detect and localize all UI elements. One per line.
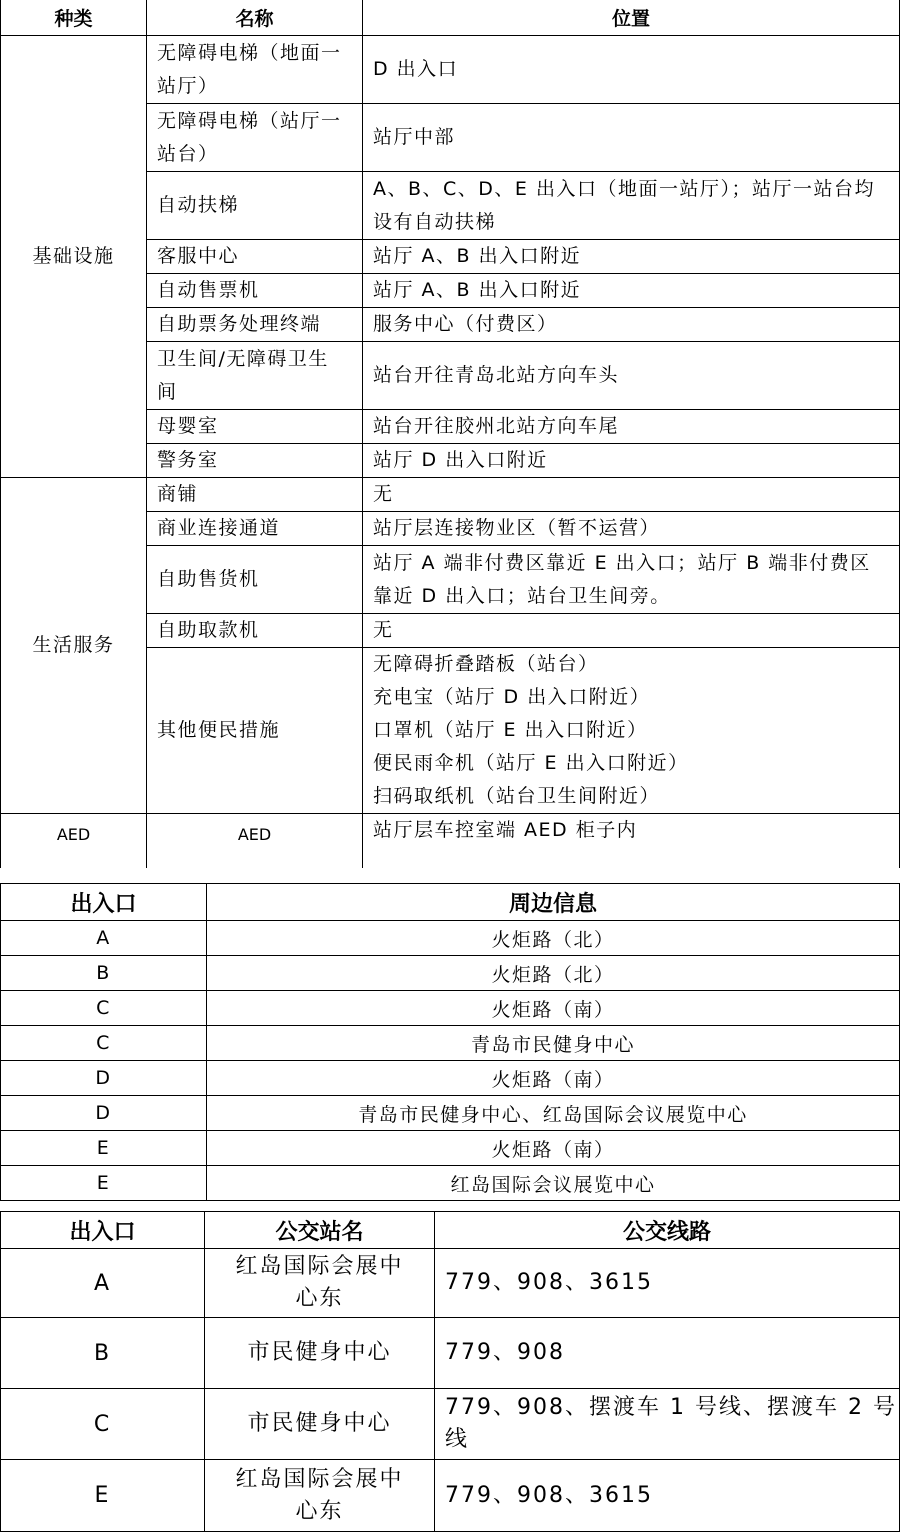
bus-station-line: 红岛国际会展中	[235, 1466, 404, 1492]
facility-name	[147, 308, 363, 342]
surroundings-cell: 火炬路（南）	[207, 1131, 900, 1166]
header-surroundings: 周边信息	[207, 884, 900, 921]
header-exit: 出入口	[1, 884, 207, 921]
bus-lines-line: 779、908、摆渡车 1 号线、摆渡车 2 号	[445, 1395, 897, 1420]
surroundings-row	[1, 1061, 900, 1096]
facility-position	[363, 648, 900, 814]
facility-name-line: 客服中心	[157, 245, 240, 267]
category-life: 生活服务	[1, 478, 147, 814]
bus-row	[1, 1249, 900, 1318]
facility-position-line: 无障碍折叠踏板（站台）	[373, 653, 599, 675]
bus-lines-cell	[435, 1249, 900, 1318]
facility-position	[363, 342, 900, 410]
facility-position-line: 服务中心（付费区）	[373, 313, 558, 335]
facility-name-line: 自助售货机	[157, 568, 260, 590]
surroundings-cell: 火炬路（北）	[207, 956, 900, 991]
exit-cell: C	[1, 991, 207, 1026]
facility-position-line: 设有自动扶梯	[373, 210, 497, 233]
facility-name-line: 无障碍电梯（地面一	[157, 41, 342, 64]
surroundings-header-row	[1, 884, 900, 921]
bus-exit-cell: E	[1, 1460, 205, 1532]
bus-row	[1, 1389, 900, 1460]
bus-station-cell	[205, 1249, 435, 1318]
facility-name-line: 自助票务处理终端	[157, 313, 322, 335]
exit-cell: B	[1, 956, 207, 991]
header-category: 种类	[1, 0, 147, 36]
facility-name-line: 自动售票机	[157, 279, 260, 301]
header-name: 名称	[147, 0, 363, 36]
facility-position-line: 站台开往青岛北站方向车头	[373, 364, 620, 386]
bus-lines-cell	[435, 1460, 900, 1532]
bus-station-cell	[205, 1460, 435, 1532]
bus-station-line: 心东	[295, 1286, 344, 1311]
facility-position	[363, 512, 900, 546]
facility-position-line: 口罩机（站厅 E 出入口附近）	[373, 719, 648, 741]
surroundings-cell: 红岛国际会议展览中心	[207, 1166, 900, 1201]
header-bus-exit: 出入口	[1, 1212, 205, 1249]
facility-name	[147, 104, 363, 172]
surroundings-table	[0, 883, 900, 1201]
facility-position-line: 无	[373, 619, 394, 641]
exit-cell: E	[1, 1166, 207, 1201]
bus-lines-line: 线	[445, 1427, 470, 1452]
exit-cell: A	[1, 921, 207, 956]
bus-station-line: 市民健身中心	[247, 1411, 392, 1436]
bus-header-row	[1, 1212, 900, 1249]
facility-name-line: 自助取款机	[157, 619, 260, 641]
facility-position-line: 便民雨伞机（站厅 E 出入口附近）	[373, 752, 689, 774]
facility-name	[147, 240, 363, 274]
facility-position	[363, 36, 900, 104]
facility-position	[363, 240, 900, 274]
bus-station-cell	[205, 1318, 435, 1389]
facility-name-line: 商铺	[157, 483, 199, 505]
bus-exit-cell: C	[1, 1389, 205, 1460]
category-basic: 基础设施	[1, 36, 147, 478]
surroundings-row	[1, 956, 900, 991]
facility-name	[147, 36, 363, 104]
facility-name	[147, 648, 363, 814]
surroundings-row	[1, 991, 900, 1026]
aed-name: AED	[147, 814, 363, 868]
facility-position	[363, 444, 900, 478]
surroundings-row	[1, 1096, 900, 1131]
bus-exit-cell: A	[1, 1249, 205, 1318]
facility-position	[363, 546, 900, 614]
facility-position	[363, 274, 900, 308]
exit-cell: E	[1, 1131, 207, 1166]
facility-name	[147, 512, 363, 546]
header-position: 位置	[363, 0, 900, 36]
facility-name	[147, 546, 363, 614]
facility-name-line: 无障碍电梯（站厅一	[157, 109, 342, 132]
bus-station-line: 心东	[295, 1498, 344, 1524]
aed-position: 站厅层车控室端 AED 柜子内	[363, 814, 900, 868]
exit-cell: D	[1, 1061, 207, 1096]
surroundings-cell: 火炬路（南）	[207, 1061, 900, 1096]
facility-name-line: 母婴室	[157, 415, 219, 437]
bus-row	[1, 1318, 900, 1389]
facility-name	[147, 444, 363, 478]
facility-name-line: 站厅）	[157, 74, 219, 97]
bus-station-line: 红岛国际会展中	[235, 1254, 404, 1279]
facility-name	[147, 342, 363, 410]
facility-position-line: A、B、C、D、E 出入口（地面一站厅）；站厅一站台均	[373, 177, 875, 200]
facility-position-line: 充电宝（站厅 D 出入口附近）	[373, 686, 651, 708]
bus-lines-cell	[435, 1389, 900, 1460]
facility-name-line: 商业连接通道	[157, 517, 281, 539]
bus-exit-cell: B	[1, 1318, 205, 1389]
facility-position	[363, 308, 900, 342]
surroundings-cell: 火炬路（南）	[207, 991, 900, 1026]
facility-position-line: 站厅 A 端非付费区靠近 E 出入口；站厅 B 端非付费区	[373, 551, 871, 574]
facility-position-line: 靠近 D 出入口；站台卫生间旁。	[373, 584, 671, 607]
surroundings-cell: 青岛市民健身中心	[207, 1026, 900, 1061]
facility-name	[147, 274, 363, 308]
facility-position	[363, 614, 900, 648]
facility-name-line: 间	[157, 380, 178, 403]
facility-name-line: 站台）	[157, 142, 219, 165]
facility-name	[147, 478, 363, 512]
facility-position-line: 站厅 D 出入口附近	[373, 449, 548, 471]
surroundings-cell: 火炬路（北）	[207, 921, 900, 956]
bus-lines-line: 779、908、3615	[445, 1270, 653, 1295]
facility-name-line: 卫生间/无障碍卫生	[157, 347, 329, 370]
facilities-header-row	[1, 0, 900, 36]
facilities-body	[1, 36, 900, 868]
exit-cell: C	[1, 1026, 207, 1061]
facility-name	[147, 410, 363, 444]
aed-category: AED	[1, 814, 147, 868]
bus-table	[0, 1211, 900, 1532]
header-bus-lines: 公交线路	[435, 1212, 900, 1249]
facility-name-line: 其他便民措施	[157, 719, 281, 741]
bus-lines-line: 779、908、3615	[445, 1482, 653, 1508]
surroundings-body	[1, 921, 900, 1201]
facility-position-line: 站厅中部	[373, 126, 456, 148]
surroundings-row	[1, 1166, 900, 1201]
facility-position-line: 站台开往胶州北站方向车尾	[373, 415, 620, 437]
facility-position-line: D 出入口	[373, 58, 459, 80]
facility-position-line: 无	[373, 483, 394, 505]
surroundings-cell: 青岛市民健身中心、红岛国际会议展览中心	[207, 1096, 900, 1131]
facility-position	[363, 172, 900, 240]
facility-name	[147, 172, 363, 240]
bus-lines-line: 779、908	[445, 1340, 565, 1365]
bus-row	[1, 1460, 900, 1532]
exit-cell: D	[1, 1096, 207, 1131]
surroundings-row	[1, 1026, 900, 1061]
facility-name-line: 警务室	[157, 449, 219, 471]
facility-row-aed	[1, 814, 900, 868]
bus-body	[1, 1249, 900, 1532]
surroundings-row	[1, 921, 900, 956]
surroundings-row	[1, 1131, 900, 1166]
facility-position-line: 站厅层连接物业区（暂不运营）	[373, 517, 661, 539]
facility-position	[363, 478, 900, 512]
header-bus-station: 公交站名	[205, 1212, 435, 1249]
bus-station-line: 市民健身中心	[247, 1340, 392, 1365]
bus-station-cell	[205, 1389, 435, 1460]
facility-name	[147, 614, 363, 648]
facility-position-line: 站厅 A、B 出入口附近	[373, 245, 582, 267]
bus-lines-cell	[435, 1318, 900, 1389]
facility-name-line: 自动扶梯	[157, 194, 240, 216]
facility-position	[363, 104, 900, 172]
facility-row	[1, 36, 900, 104]
facility-position-line: 扫码取纸机（站台卫生间附近）	[373, 785, 661, 807]
facility-row	[1, 478, 900, 512]
facility-position	[363, 410, 900, 444]
facility-position-line: 站厅 A、B 出入口附近	[373, 279, 582, 301]
